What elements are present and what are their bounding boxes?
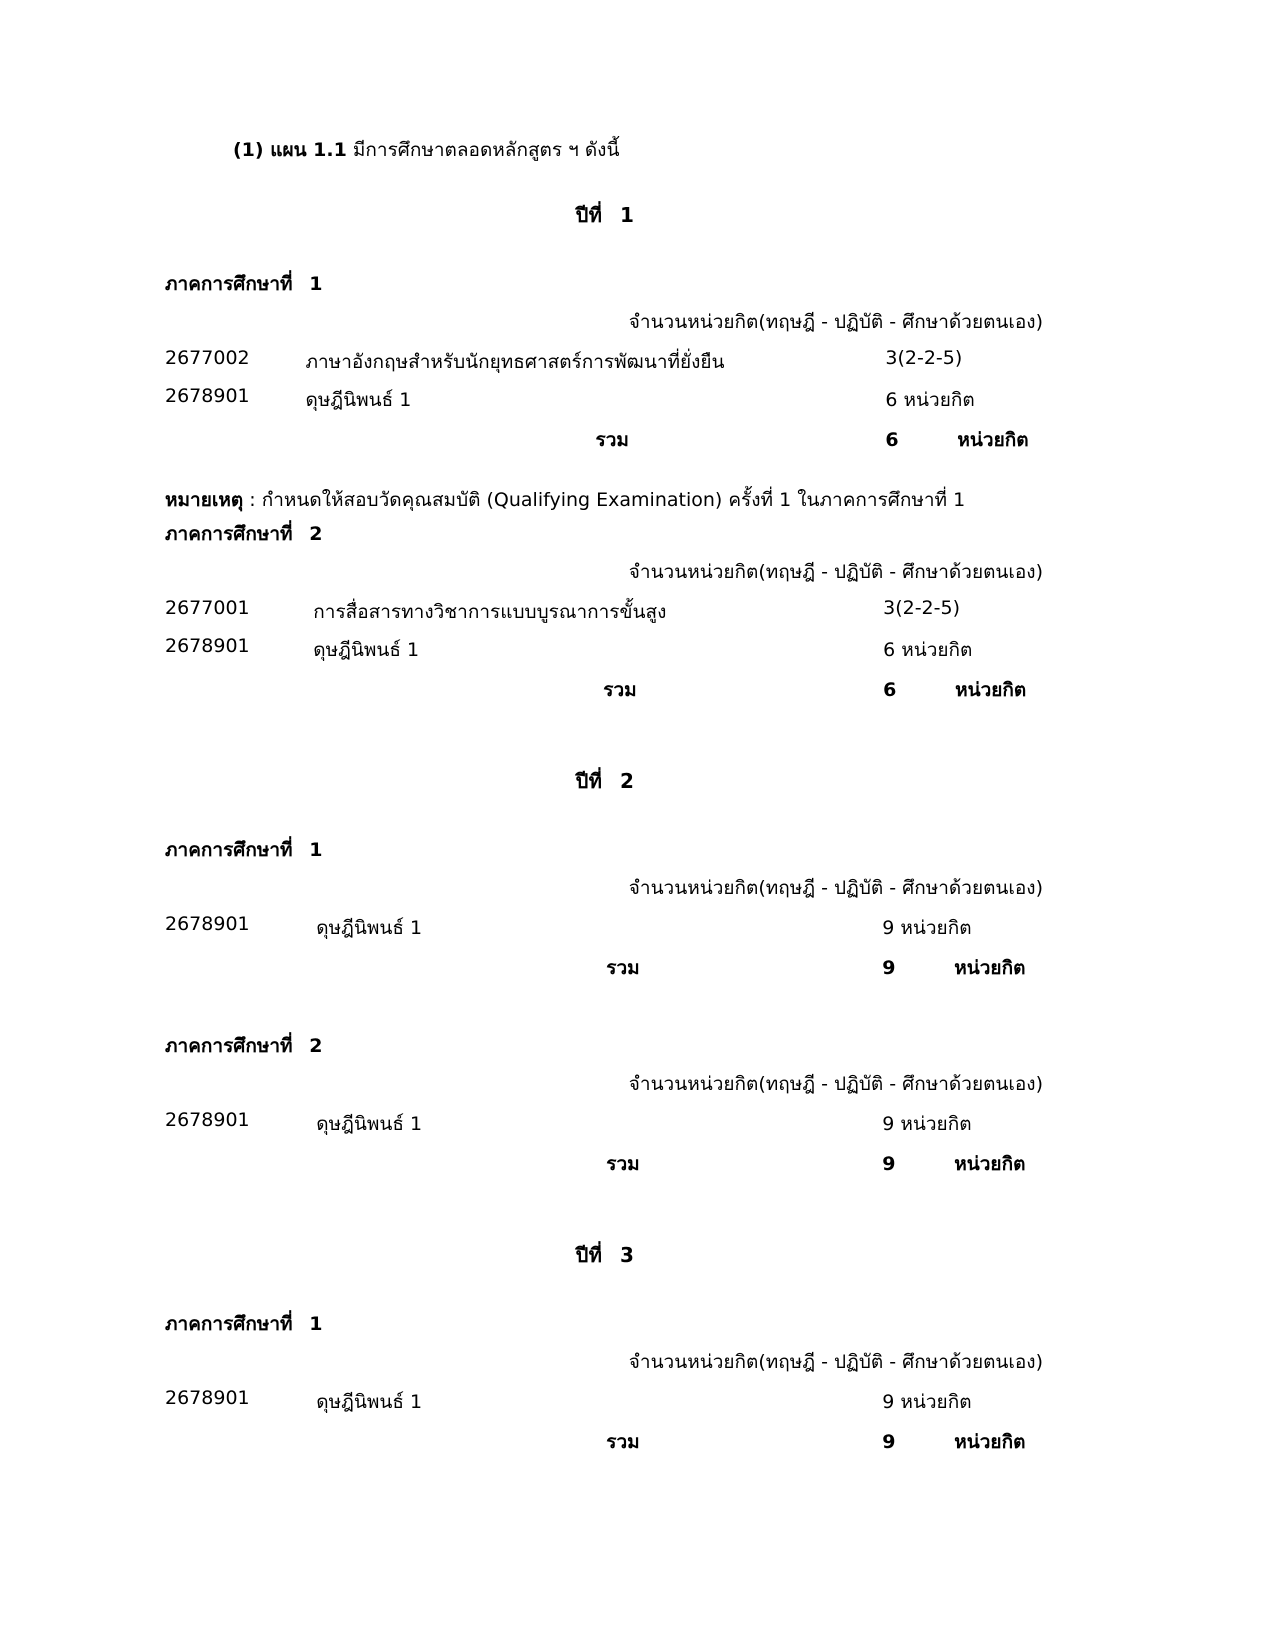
year-label: ปีที่ [575,203,603,227]
semester-number: 2 [309,523,323,545]
semester-number: 1 [309,1313,323,1335]
course-credits: 9 หน่วยกิต [882,917,972,939]
intro-line [233,135,1045,165]
total-credits [882,947,1045,987]
section-spacer [165,987,1045,1031]
course-title: ดุษฎีนิพนธ์ 1 [313,639,420,661]
credit-unit: หน่วยกิต [954,957,1026,979]
year-number: 2 [619,769,635,793]
total-value: 9 [882,1431,896,1453]
credit-header: จำนวนหน่วยกิต(ทฤษฎี - ปฏิบัติ - ศึกษาด้วยตนเอง) [628,311,1043,333]
semester-label: ภาคการศึกษาที่ [165,1035,293,1057]
total-label: รวม [595,429,629,451]
table-row [165,381,1045,419]
credit-header: จำนวนหน่วยกิต(ทฤษฎี - ปฏิบัติ - ศึกษาด้วยตนเอง) [628,1351,1043,1373]
table-row-total [165,1143,1045,1183]
table-row [165,593,1045,631]
credit-header: จำนวนหน่วยกิต(ทฤษฎี - ปฏิบัติ - ศึกษาด้วยตนเอง) [628,877,1043,899]
total-spacer [165,1421,316,1461]
semester-label: ภาคการศึกษาที่ [165,1313,293,1335]
semester-block [165,1031,1045,1183]
total-credits [882,1421,1045,1461]
year-number: 1 [619,203,635,227]
course-credits: 3(2-2-5) [885,347,963,369]
document-body [165,135,1045,1461]
table-row [165,343,1045,381]
course-table [165,593,1045,709]
year-label: ปีที่ [575,769,603,793]
semester-heading [165,519,1045,549]
course-credits: 9 หน่วยกิต [882,1113,972,1135]
credit-unit: หน่วยกิต [954,1153,1026,1175]
course-code: 2678901 [165,385,250,407]
total-label: รวม [603,679,637,701]
semester-block [165,835,1045,987]
semester-number: 1 [309,839,323,861]
semester-label: ภาคการศึกษาที่ [165,273,293,295]
table-row-total [165,419,1045,459]
course-title: การสื่อสารทางวิชาการแบบบูรณาการขั้นสูง [313,601,667,623]
table-row-total [165,947,1045,987]
course-code: 2678901 [165,635,250,657]
semester-heading [165,269,1045,299]
course-title: ดุษฎีนิพนธ์ 1 [316,917,423,939]
total-spacer [165,1143,316,1183]
semester-heading [165,1031,1045,1061]
course-code: 2678901 [165,913,250,935]
total-value: 6 [883,679,897,701]
total-value: 6 [885,429,899,451]
total-label: รวม [606,957,640,979]
table-row [165,1105,1045,1143]
course-credits: 9 หน่วยกิต [882,1391,972,1413]
semester-heading [165,1309,1045,1339]
total-spacer [165,669,313,709]
course-table [165,1383,1045,1461]
course-code: 2678901 [165,1109,250,1131]
intro-text: มีการศึกษาตลอดหลักสูตร ฯ ดังนี้ [352,139,620,161]
total-value: 9 [882,1153,896,1175]
year-heading [165,765,1045,797]
course-code: 2677001 [165,597,250,619]
course-credits: 6 หน่วยกิต [885,389,975,411]
table-row [165,631,1045,669]
course-title: ดุษฎีนิพนธ์ 1 [316,1113,423,1135]
credit-unit: หน่วยกิต [957,429,1029,451]
section-spacer [165,709,1045,765]
semester-label: ภาคการศึกษาที่ [165,839,293,861]
course-title: ดุษฎีนิพนธ์ 1 [316,1391,423,1413]
note-text: : กำหนดให้สอบวัดคุณสมบัติ (Qualifying Examination) ครั้งที่ 1 ในภาคการศึกษาที่ 1 [249,489,966,511]
note-label: หมายเหตุ [165,489,244,511]
credit-unit: หน่วยกิต [955,679,1027,701]
semester-heading [165,835,1045,865]
total-spacer [165,419,305,459]
total-label: รวม [606,1431,640,1453]
credit-header: จำนวนหน่วยกิต(ทฤษฎี - ปฏิบัติ - ศึกษาด้วยตนเอง) [628,561,1043,583]
intro-plan-label: (1) แผน 1.1 [233,139,347,161]
credit-header: จำนวนหน่วยกิต(ทฤษฎี - ปฏิบัติ - ศึกษาด้วยตนเอง) [628,1073,1043,1095]
course-code: 2677002 [165,347,250,369]
semester-block [165,519,1045,709]
course-credits: 6 หน่วยกิต [883,639,973,661]
course-table [165,1105,1045,1183]
semester-label: ภาคการศึกษาที่ [165,523,293,545]
semester-block [165,269,1045,515]
semester-number: 1 [309,273,323,295]
year-heading [165,199,1045,231]
course-table [165,343,1045,459]
total-credits [883,669,1045,709]
year-label: ปีที่ [575,1243,603,1267]
total-credits [882,1143,1045,1183]
year-heading [165,1239,1045,1271]
total-credits [885,419,1045,459]
note-line [165,485,1045,515]
section-spacer [165,1183,1045,1239]
course-title: ภาษาอังกฤษสำหรับนักยุทธศาสตร์การพัฒนาที่ยั่งยืน [305,351,725,373]
semester-number: 2 [309,1035,323,1057]
semester-block [165,1309,1045,1461]
table-row [165,909,1045,947]
total-label: รวม [606,1153,640,1175]
total-spacer [165,947,316,987]
course-title: ดุษฎีนิพนธ์ 1 [305,389,412,411]
total-value: 9 [882,957,896,979]
table-row-total [165,669,1045,709]
course-table [165,909,1045,987]
credit-unit: หน่วยกิต [954,1431,1026,1453]
course-code: 2678901 [165,1387,250,1409]
table-row-total [165,1421,1045,1461]
course-credits: 3(2-2-5) [883,597,960,619]
table-row [165,1383,1045,1421]
year-number: 3 [619,1243,635,1267]
